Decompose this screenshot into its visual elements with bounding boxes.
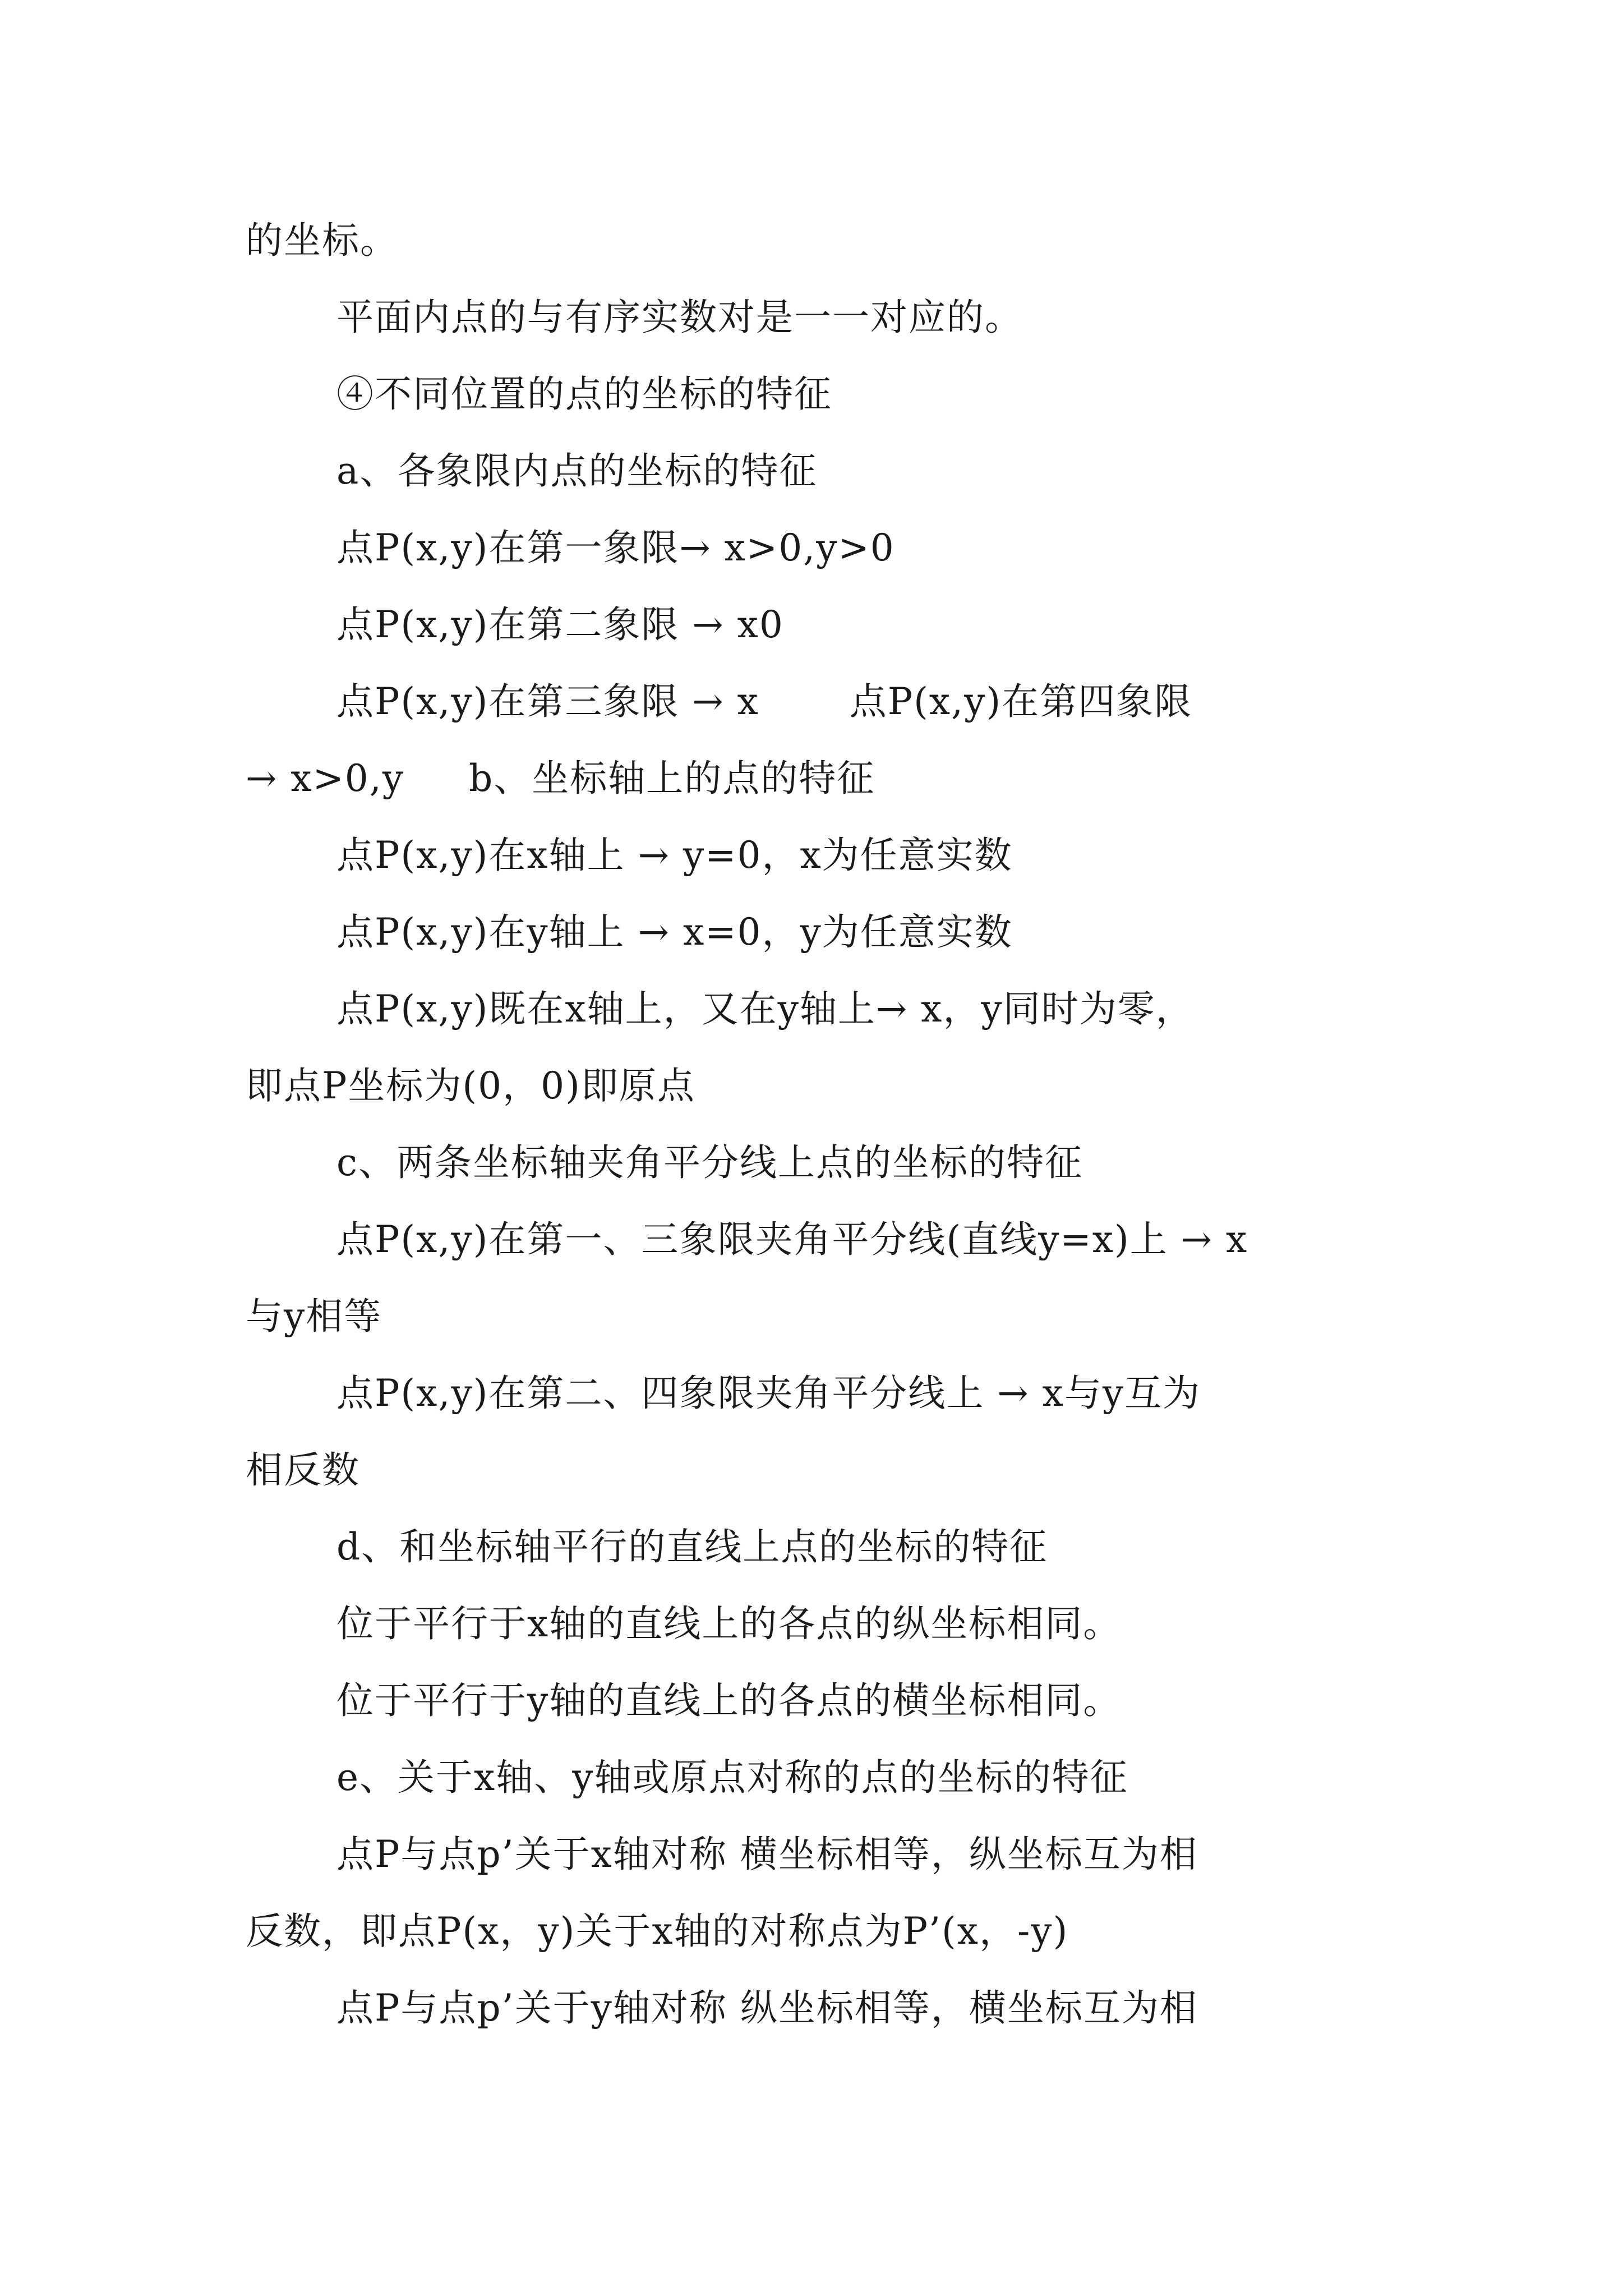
text-line: → x>0,y b、坐标轴上的点的特征 xyxy=(246,757,875,800)
text-line: 的坐标。 xyxy=(246,219,398,262)
text-line: 点P(x,y)在第三象限 → x 点P(x,y)在第四象限 xyxy=(336,680,1193,723)
text-line: 点P(x,y)在y轴上 → x=0，y为任意实数 xyxy=(336,910,1013,954)
text-line: 位于平行于x轴的直线上的各点的纵坐标相同。 xyxy=(336,1602,1122,1645)
text-line: 位于平行于y轴的直线上的各点的横坐标相同。 xyxy=(336,1679,1122,1722)
text-line: a、各象限内点的坐标的特征 xyxy=(336,449,818,493)
text-line: 点P(x,y)在第二象限 → x0 xyxy=(336,603,784,646)
text-line: 点P(x,y)在x轴上 → y=0，x为任意实数 xyxy=(336,834,1013,877)
text-line: 反数，即点P(x，y)关于x轴的对称点为P’(x，-y) xyxy=(246,1910,1069,1953)
text-line: 与y相等 xyxy=(246,1295,382,1338)
text-line: 点P(x,y)既在x轴上，又在y轴上→ x，y同时为零， xyxy=(336,987,1194,1030)
text-line: 点P(x,y)在第一、三象限夹角平分线(直线y=x)上 → x xyxy=(336,1218,1248,1261)
text-line: 点P与点p’关于x轴对称 横坐标相等，纵坐标互为相 xyxy=(336,1833,1198,1876)
text-line: 点P(x,y)在第一象限→ x>0,y>0 xyxy=(336,526,895,569)
text-line: ④不同位置的点的坐标的特征 xyxy=(336,372,832,416)
text-line: e、关于x轴、y轴或原点对称的点的坐标的特征 xyxy=(336,1756,1128,1799)
text-line: 点P与点p’关于y轴对称 纵坐标相等，横坐标互为相 xyxy=(336,1986,1198,2030)
text-line: 平面内点的与有序实数对是一一对应的。 xyxy=(336,296,1023,339)
text-line: 即点P坐标为(0，0)即原点 xyxy=(246,1064,695,1107)
text-line: c、两条坐标轴夹角平分线上点的坐标的特征 xyxy=(336,1141,1083,1184)
text-line: 相反数 xyxy=(246,1448,360,1492)
text-line: 点P(x,y)在第二、四象限夹角平分线上 → x与y互为 xyxy=(336,1372,1201,1415)
text-line: d、和坐标轴平行的直线上点的坐标的特征 xyxy=(336,1525,1048,1568)
